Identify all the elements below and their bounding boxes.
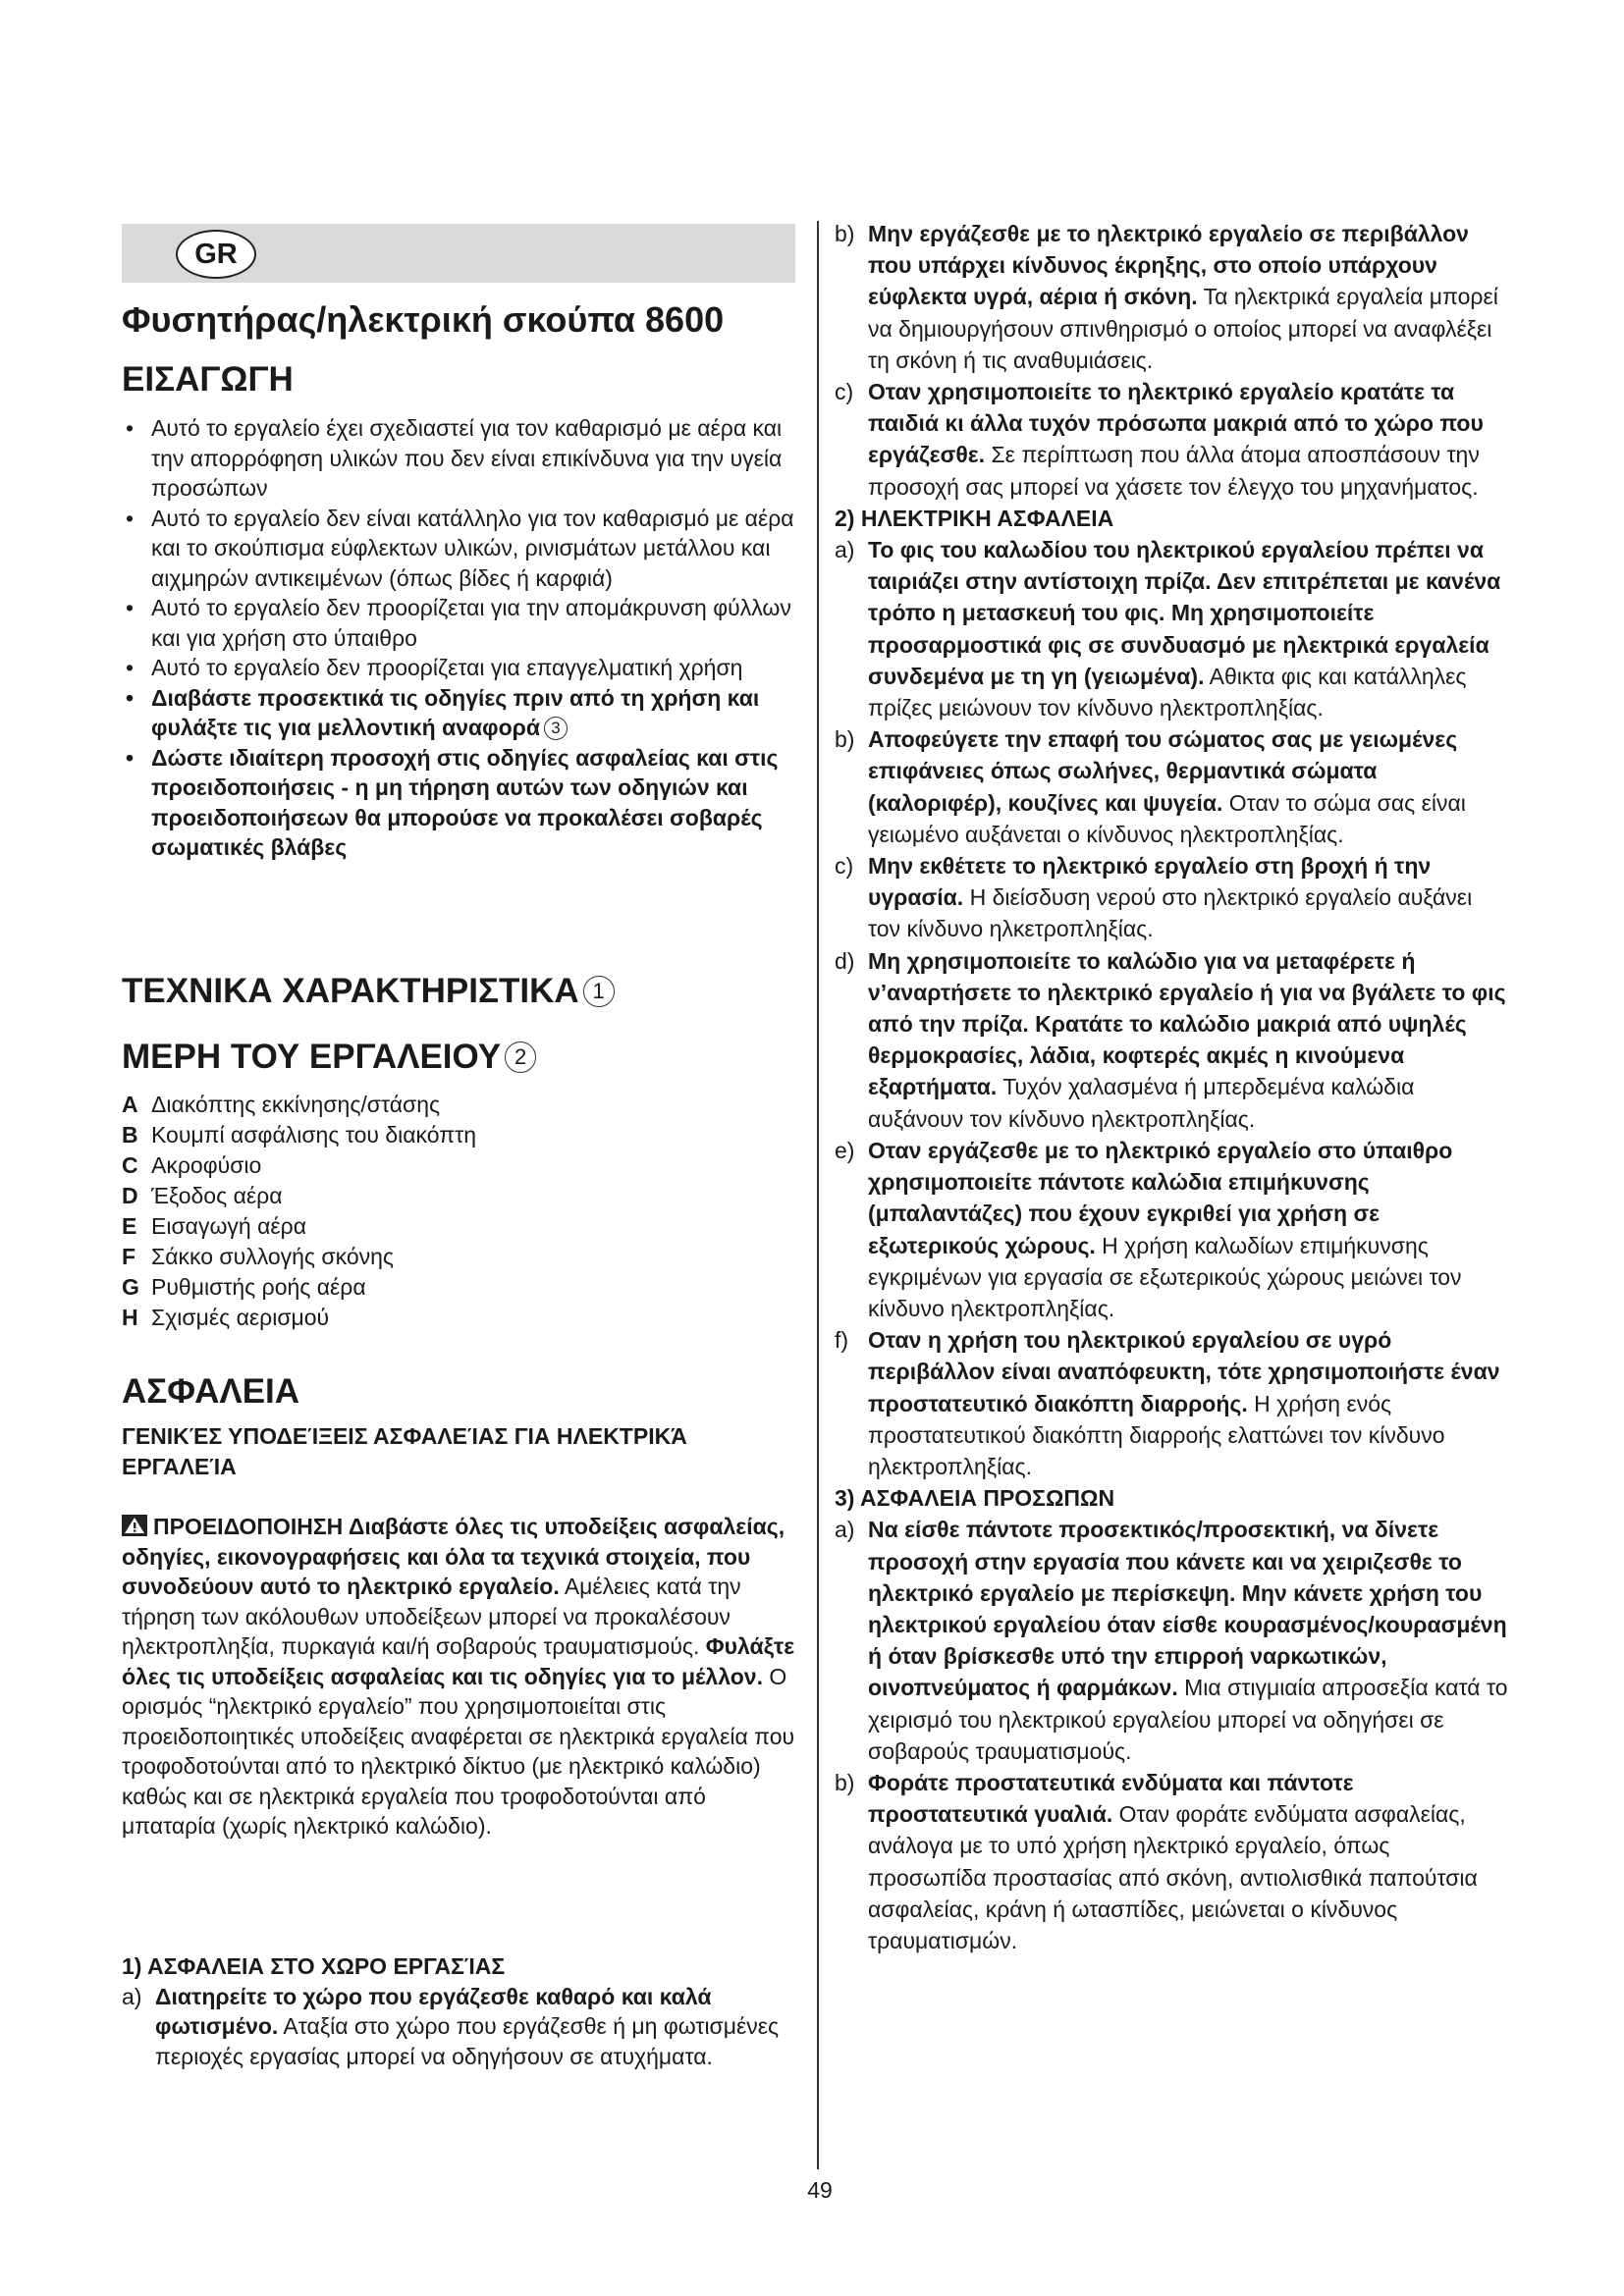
item-bold: Αποφεύγετε την επαφή του σώματος σας με γειωμένες επιφάνειες όπως σωλήνες, θερμαντικά σώματα (καλοριφέρ), κουζίνες και ψυγεία. bbox=[868, 726, 1458, 816]
right-column bbox=[835, 218, 1510, 1956]
figure-ref-3: 3 bbox=[544, 717, 568, 740]
item-bold: Οταν η χρήση του ηλεκτρικού εργαλείου σε υγρό περιβάλλον είναι αναπόφευκτη, τότε χρησιμοποιήστε έναν προστατευτικό διακόπτη διαρροής. bbox=[868, 1327, 1500, 1416]
figure-ref-2: 2 bbox=[505, 1041, 536, 1073]
page-number: 49 bbox=[807, 2177, 833, 2203]
part-item bbox=[122, 1242, 799, 1272]
item-bold: Οταν χρησιμοποιείτε το ηλεκτρικό εργαλείο κρατάτε τα παιδιά κι άλλα τυχόν πρόσωπα μακριά από το χώρο που εργάζεσθε. bbox=[868, 379, 1484, 468]
item-bold: Μην εργάζεσθε με το ηλεκτρικό εργαλείο σε περιβάλλον που υπάρχει κίνδυνος έκρηξης, στο οποίο υπάρχουν εύφλεκτα υγρά, αέρια ή σκόνη. bbox=[868, 221, 1469, 310]
list-item bbox=[122, 653, 799, 683]
part-label: Διακόπτης εκκίνησης/στάσης bbox=[151, 1092, 441, 1117]
item-bold: Οταν εργάζεσθε με το ηλεκτρικό εργαλείο στο ύπαιθρο χρησιμοποιείτε πάντοτε καλώδια επιμήκυνσης (μπαλαντάζες) που έχουν εγκριθεί για χρήση σε εξωτερικούς χώρους. bbox=[868, 1137, 1453, 1258]
item-text: Οταν φοράτε ενδύματα ασφαλείας, ανάλογα με το υπό χρήση ηλεκτρικό εργαλείο, όπως προσωπίδα προστασίας από σκόνη, αντιολισθικά παπούτσια ασφαλείας, κράνη ή ωτασπίδες, μειώνεται ο κίνδυνος τραυματισμών. bbox=[868, 1801, 1478, 1953]
part-key: D bbox=[122, 1183, 138, 1208]
safety-item bbox=[122, 1982, 799, 2072]
part-label: Εισαγωγή αέρα bbox=[151, 1213, 307, 1239]
item-bold: Φοράτε προστατευτικά ενδύματα και πάντοτε προστατευτικά γυαλιά. bbox=[868, 1769, 1354, 1828]
bullet-text: Αυτό το εργαλείο δεν είναι κατάλληλο για τον καθαρισμό με αέρα και το σκούπισμα εύφλεκτων υλικών, ρινισμάτων μετάλλου και αιχμηρών αντικειμένων (όπως βίδες ή καρφιά) bbox=[151, 505, 794, 591]
bullet-text: Διαβάστε προσεκτικά τις οδηγίες πριν από τη χρήση και φυλάξτε τις για μελλοντική αναφορά bbox=[151, 684, 760, 740]
bullet-text: Αυτό το εργαλείο δεν προορίζεται για επαγγελματική χρήση bbox=[151, 655, 743, 680]
part-item bbox=[122, 1120, 799, 1150]
list-item bbox=[122, 743, 799, 863]
item-text: Μια στιγμιαία απροσεξία κατά το χειρισμό του ηλεκτρικού εργαλείου μπορεί να οδηγήσει σε σοβαρούς τραυματισμούς. bbox=[868, 1675, 1508, 1764]
section-work-area bbox=[122, 1951, 799, 2071]
section-heading: 2) ΗΛΕΚΤΡΙΚΗ ΑΣΦΑΛΕΙΑ bbox=[835, 505, 1114, 531]
part-label: Σχισμές αερισμού bbox=[151, 1305, 330, 1330]
list-item bbox=[122, 413, 799, 504]
section-heading: 1) ΑΣΦΑΛΕΙΑ ΣΤΟ ΧΩΡΟ ΕΡΓΑΣΊΑΣ bbox=[122, 1953, 506, 1979]
item-bold: Μη χρησιμοποιείτε το καλώδιο για να μεταφέρετε ή ν’αναρτήσετε το ηλεκτρικό εργαλείο ή για να βγάλετε το φις από την πρίζα. Κρατάτε το καλώδιο μακριά από υψηλές θερμοκρασίες, λάδια, κοφτερές ακμές η κινούμενα εξαρτήματα. bbox=[868, 947, 1506, 1100]
language-header-bar bbox=[122, 224, 795, 283]
part-key: A bbox=[122, 1092, 138, 1117]
part-label: Ακροφύσιο bbox=[151, 1152, 262, 1178]
list-item bbox=[122, 683, 799, 743]
part-key: G bbox=[122, 1274, 139, 1300]
intro-heading: ΕΙΣΑΓΩΓΗ bbox=[122, 360, 294, 399]
safety-item bbox=[835, 376, 1510, 503]
part-item bbox=[122, 1303, 799, 1333]
part-label: Ρυθμιστής ροής αέρα bbox=[151, 1274, 366, 1300]
safety-item bbox=[835, 945, 1510, 1135]
item-label: b) bbox=[835, 1769, 855, 1795]
safety-item bbox=[835, 218, 1510, 376]
item-text: Η χρήση ενός προστατευτικού διακόπτη διαρροής ελαττώνει τον κίνδυνο ηλεκτροπληξίας. bbox=[868, 1390, 1445, 1479]
tech-heading bbox=[122, 970, 799, 1013]
item-label: a) bbox=[835, 1517, 855, 1543]
warning-bold-2: Φυλάξτε όλες τις υποδείξεις ασφαλείας και τις οδηγίες για το μέλλον. bbox=[122, 1633, 795, 1689]
warning-icon bbox=[122, 1515, 147, 1536]
part-item bbox=[122, 1181, 799, 1211]
safety-item bbox=[835, 1135, 1510, 1324]
column-divider bbox=[817, 221, 819, 2169]
warning-bold: ΠΡΟΕΙΔΟΠΟΙΗΣΗ Διαβάστε όλες τις υποδείξεις ασφαλείας, οδηγίες, εικονογραφήσεις και όλα τα τεχνικά στοιχεία, που συνοδεύουν αυτό το ηλεκτρικό εργαλείο. bbox=[122, 1514, 785, 1599]
item-bold: Το φις του καλωδίου του ηλεκτρικού εργαλείου πρέπει να ταιριάζει στην αντίστοιχη πρίζα. Δεν επιτρέπεται με κανένα τρόπο η μετασκευή του φις. Μη χρησιμοποιείτε προσαρμοστικά φις σε συνδυασμό με ηλεκτρικά εργαλεία συνδεμένα με τη γη (γειωμένα). bbox=[868, 537, 1501, 689]
safety-item bbox=[835, 1324, 1510, 1482]
part-key: H bbox=[122, 1305, 138, 1330]
part-label: Σάκκο συλλογής σκόνης bbox=[151, 1244, 394, 1269]
part-item bbox=[122, 1272, 799, 1303]
item-label: d) bbox=[835, 947, 855, 974]
part-key: E bbox=[122, 1213, 137, 1239]
parts-heading bbox=[122, 1036, 799, 1079]
item-label: c) bbox=[835, 853, 854, 880]
item-bold: Διατηρείτε το χώρο που εργάζεσθε καθαρό και καλά φωτισμένο. bbox=[155, 1983, 712, 2039]
item-text: Σε περίπτωση που άλλα άτομα αποσπάσουν την προσοχή σας μπορεί να χάσετε τον έλεγχο του μηχανήματος. bbox=[868, 442, 1480, 500]
item-bold: Μην εκθέτετε το ηλεκτρικό εργαλείο στη βροχή ή την υγρασία. bbox=[868, 853, 1432, 911]
figure-ref-1: 1 bbox=[583, 976, 615, 1007]
part-label: Κουμπί ασφάλισης του διακόπτη bbox=[151, 1122, 476, 1148]
intro-bullets bbox=[122, 413, 799, 863]
list-item bbox=[122, 504, 799, 594]
general-safety-heading: ΓΕΝΙΚΈΣ ΥΠΟΔΕΊΞΕΙΣ ΑΣΦΑΛΕΊΑΣ ΓΙΑ ΗΛΕΚΤΡΙΚΆ ΕΡΓΑΛΕΊΑ bbox=[122, 1423, 687, 1479]
page-title: Φυσητήρας/ηλεκτρική σκούπα 8600 bbox=[122, 299, 725, 340]
bullet-text: Αυτό το εργαλείο έχει σχεδιαστεί για τον καθαρισμό με αέρα και την απορρόφηση υλικών που δεν είναι επικίνδυνα για την υγεία προσώπων bbox=[151, 415, 783, 501]
item-bold: Να είσθε πάντοτε προσεκτικός/προσεκτική, να δίνετε προσοχή στην εργασία που κάνετε και να χειριζεσθε το ηλεκτρικό εργαλείο με περίσκεψη. Μην κάνετε χρήση του ηλεκτρικού εργαλείου όταν είσθε κουρασμένος/κουρασμένη ή όταν βρίσκεσθε υπό την επιρροή ναρκωτικών, οινοπνεύματος ή φαρμάκων. bbox=[868, 1517, 1507, 1701]
item-text: Η χρήση καλωδίων επιμήκυνσης εγκριμένων για εργασία σε εξωτερικούς χώρους μειώνει τον κίνδυνο ηλεκτροπληξίας. bbox=[868, 1232, 1462, 1321]
list-item bbox=[122, 593, 799, 653]
warning-paragraph bbox=[122, 1512, 799, 1842]
item-label: e) bbox=[835, 1137, 855, 1163]
item-label: b) bbox=[835, 726, 855, 753]
part-item bbox=[122, 1150, 799, 1181]
bullet-text: Αυτό το εργαλείο δεν προορίζεται για την απομάκρυνση φύλλων και για χρήση στο ύπαιθρο bbox=[151, 595, 791, 651]
bullet-text: Δώστε ιδιαίτερη προσοχή στις οδηγίες ασφαλείας και στις προειδοποιήσεις - η μη τήρηση αυτών των οδηγιών και προειδοποιήσεων θα μπορούσε να προκαλέσει σοβαρές σωματικές βλάβες bbox=[151, 744, 779, 860]
item-text: Αταξία στο χώρο που εργάζεσθε ή μη φωτισμένες περιοχές εργασίας μπορεί να οδηγήσουν σε ατυχήματα. bbox=[155, 2013, 780, 2069]
safety-heading: ΑΣΦΑΛΕΙΑ bbox=[122, 1372, 300, 1411]
part-key: F bbox=[122, 1244, 136, 1269]
warning-text: Αμέλειες κατά την τήρηση των ακόλουθων υποδείξεων μπορεί να προκαλέσουν ηλεκτροπληξία, πυρκαγιά και/ή σοβαρούς τραυματισμούς. bbox=[122, 1574, 741, 1659]
safety-item bbox=[835, 1514, 1510, 1767]
item-text: Τα ηλεκτρικά εργαλεία μπορεί να δημιουργήσουν σπινθηρισμό ο οποίος μπορεί να αναφλέξει τη σκόνη ή τις αναθυμιάσεις. bbox=[868, 284, 1498, 373]
section-heading: 3) ΑΣΦΑΛΕΙΑ ΠΡΟΣΩΠΩΝ bbox=[835, 1485, 1115, 1512]
item-label: a) bbox=[835, 537, 855, 563]
part-key: C bbox=[122, 1152, 138, 1178]
item-text: Η διείσδυση νερού στο ηλεκτρικό εργαλείο αυξάνει τον κίνδυνο ηλκετροπληξίας. bbox=[868, 884, 1473, 942]
safety-item bbox=[835, 534, 1510, 723]
tech-heading-text: ΤΕΧΝΙΚΑ ΧΑΡΑΚΤΗΡΙΣΤΙΚΑ bbox=[122, 972, 579, 1010]
part-item bbox=[122, 1211, 799, 1242]
item-label: c) bbox=[835, 379, 854, 405]
warning-text-2: Ο ορισμός “ηλεκτρικό εργαλείο” που χρησιμοποιείται στις προειδοποιητικές υποδείξεις αναφέρεται σε ηλεκτρικά εργαλεία που τροφοδοτούνται από το ηλεκτρικό δίκτυο (με ηλεκτρικό καλώδιο) καθώς και σε ηλεκτρικά εργαλεία που τροφοδοτούνται από μπαταρία (χωρίς ηλεκτρικό καλώδιο). bbox=[122, 1663, 795, 1839]
safety-item bbox=[835, 1767, 1510, 1956]
language-badge: GR bbox=[176, 230, 256, 279]
item-text: Οταν το σώμα σας είναι γειωμένο αυξάνεται ο κίνδυνος ηλεκτροπληξίας. bbox=[868, 789, 1466, 847]
part-key: B bbox=[122, 1122, 138, 1148]
part-label: Έξοδος αέρα bbox=[151, 1183, 283, 1208]
item-text: Τυχόν χαλασμένα ή μπερδεμένα καλώδια αυξάνουν τον κίνδυνο ηλεκτροπληξίας. bbox=[868, 1074, 1415, 1132]
part-item bbox=[122, 1090, 799, 1120]
item-label: a) bbox=[122, 1983, 142, 2009]
item-label: b) bbox=[835, 221, 855, 246]
parts-heading-text: ΜΕΡΗ ΤΟΥ ΕΡΓΑΛΕΙΟΥ bbox=[122, 1038, 502, 1076]
item-text: Αθικτα φις και κατάλληλες πρίζες μειώνουν τον κίνδυνο ηλεκτροπληξίας. bbox=[868, 663, 1467, 721]
parts-list bbox=[122, 1090, 799, 1333]
item-label: f) bbox=[835, 1327, 849, 1354]
safety-item bbox=[835, 723, 1510, 850]
safety-item bbox=[835, 850, 1510, 945]
